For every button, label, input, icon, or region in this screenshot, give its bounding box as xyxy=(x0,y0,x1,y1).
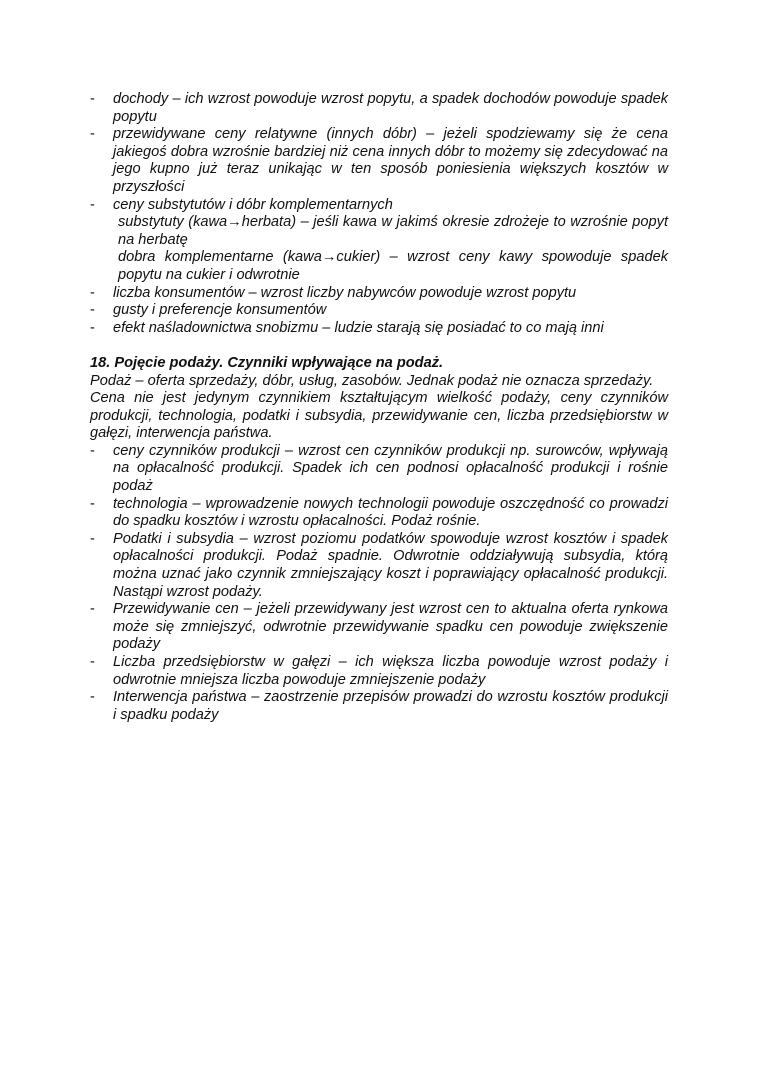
section-heading: 18. Pojęcie podaży. Czynniki wpływające na podaż. xyxy=(90,354,444,371)
document-page xyxy=(90,91,668,724)
list-item-text: gusty i preferencje konsumentów xyxy=(113,302,327,319)
list-dash: - xyxy=(90,284,95,301)
list-dash: - xyxy=(90,126,95,143)
list-item-text: Interwencja państwa – zaostrzenie przepisów prowadzi do wzrostu kosztów produkcji i spadku podaży xyxy=(113,689,668,723)
list-item-text: ceny substytutów i dóbr komplementarnych xyxy=(113,196,393,213)
list-dash: - xyxy=(90,495,95,512)
list-item-text: technologia – wprowadzenie nowych technologii powoduje oszczędność co prowadzi do spadku kosztów i wzrostu opłacalności. Podaż rośnie. xyxy=(113,495,668,530)
list-item xyxy=(90,601,668,654)
paragraph-factors-intro: Cena nie jest jedynym czynnikiem kształtującym wielkość podaży, ceny czynników produkcji, technologia, podatki i subsydia, przewidywanie cen, liczba przedsiębiorstw w gałęzi, interwencja państwa. xyxy=(90,390,668,442)
list-item xyxy=(90,91,668,126)
list-dash: - xyxy=(90,196,95,213)
list-item xyxy=(90,531,668,601)
spacer xyxy=(90,337,668,355)
list-item xyxy=(90,496,668,531)
list-item-text: Liczba przedsiębiorstw w gałęzi – ich większa liczba powoduje wzrost podaży i odwrotnie mniejsza liczba powoduje zmniejszenie podaży xyxy=(113,654,668,688)
list-item-text: ceny czynników produkcji – wzrost cen czynników produkcji np. surowców, wpływają na opłacalność produkcji. Spadek ich cen podnosi opłacalność produkcji i rośnie podaż xyxy=(113,442,668,495)
list-item xyxy=(90,654,668,689)
list-dash: - xyxy=(90,442,95,459)
list-item-text: dochody – ich wzrost powoduje wzrost popytu, a spadek dochodów powoduje spadek popytu xyxy=(113,91,668,125)
demand-factors-list xyxy=(90,91,668,337)
list-item-text: przewidywane ceny relatywne (innych dóbr) – jeżeli spodziewamy się że cena jakiegoś dobra wzrośnie bardziej niż cena innych dóbr to możemy się zdecydować na jego kupno już teraz unikając w ten sposób poniesienia większych kosztów w przyszłości xyxy=(113,126,668,195)
list-dash: - xyxy=(90,689,95,706)
list-item xyxy=(90,285,668,303)
list-dash: - xyxy=(90,302,95,319)
list-item xyxy=(90,689,668,724)
list-dash: - xyxy=(90,530,95,547)
sub-item-substitutes: substytuty (kawa→herbata) – jeśli kawa w jakimś okresie zdrożeje to wzrośnie popyt na herbatę xyxy=(118,214,668,248)
paragraph-definition: Podaż – oferta sprzedaży, dóbr, usług, zasobów. Jednak podaż nie oznacza sprzedaży. xyxy=(90,372,654,389)
list-dash: - xyxy=(90,91,95,107)
list-item xyxy=(90,197,668,285)
list-item xyxy=(90,302,668,320)
list-item xyxy=(90,126,668,196)
list-dash: - xyxy=(90,319,95,336)
list-item-text: liczba konsumentów – wzrost liczby nabywców powoduje wzrost popytu xyxy=(113,284,577,301)
list-item-text: efekt naśladownictwa snobizmu – ludzie starają się posiadać to co mają inni xyxy=(113,319,604,336)
sub-item-complements: dobra komplementarne (kawa→cukier) – wzrost ceny kawy spowoduje spadek popytu na cukier i odwrotnie xyxy=(118,249,668,283)
list-item xyxy=(90,443,668,496)
list-item xyxy=(90,320,668,338)
supply-factors-list xyxy=(90,443,668,725)
list-item-text: Podatki i subsydia – wzrost poziomu podatków spowoduje wzrost kosztów i spadek opłacalności produkcji. Podaż spadnie. Odwrotnie oddziaływują subsydia, którą można uznać jako czynnik zmniejszający koszt i poprawiający opłacalność produkcji. Nastąpi wzrost podaży. xyxy=(113,530,668,600)
list-item-text: Przewidywanie cen – jeżeli przewidywany jest wzrost cen to aktualna oferta rynkowa może się zmniejszyć, odwrotnie przewidywanie spadku cen powoduje zwiększenie podaży xyxy=(113,601,668,653)
list-dash: - xyxy=(90,654,95,670)
list-dash: - xyxy=(90,601,95,618)
